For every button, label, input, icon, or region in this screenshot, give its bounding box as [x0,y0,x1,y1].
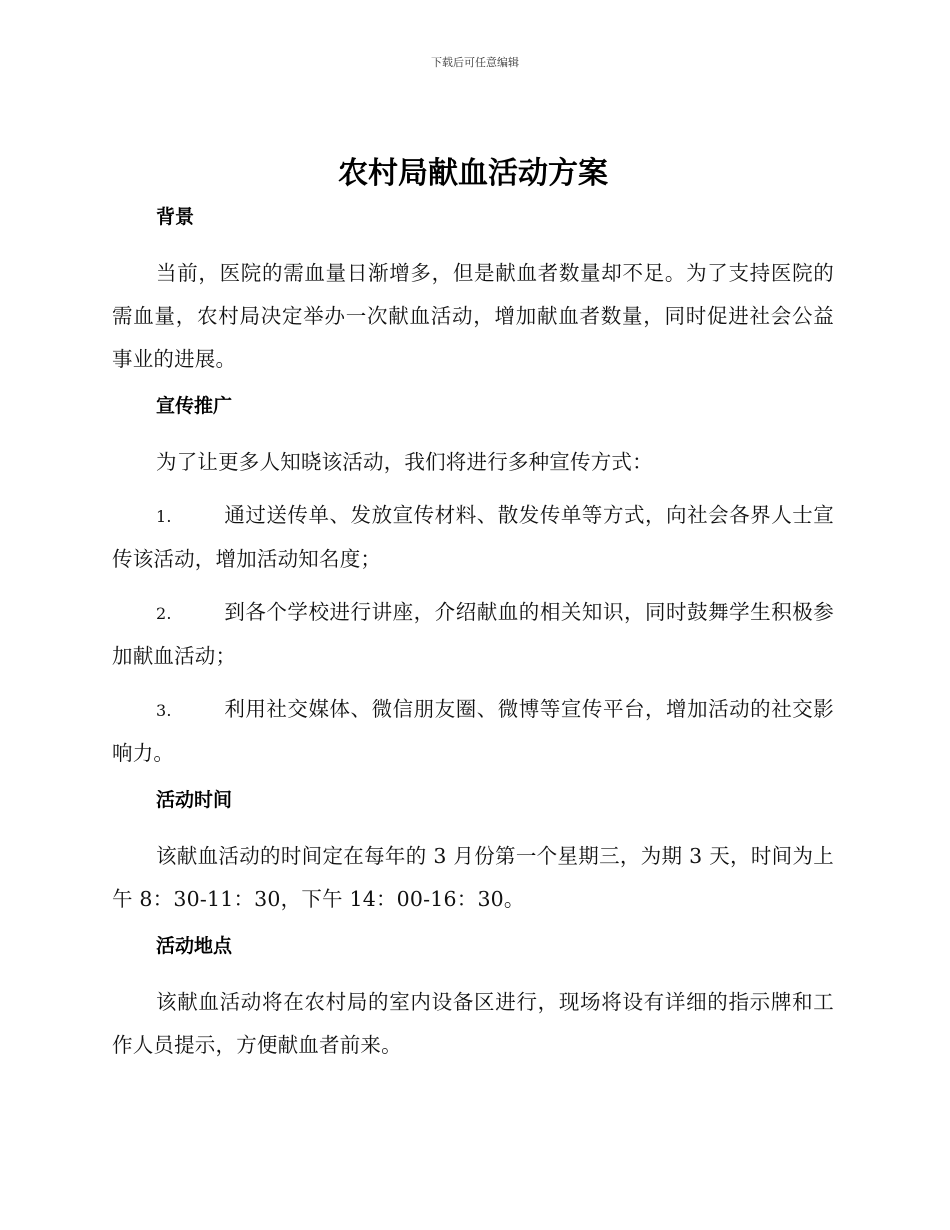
promotion-list-item [112,688,834,775]
section-heading-promotion: 宣传推广 [156,395,233,417]
promotion-list-item [112,591,834,678]
section-heading-background: 背景 [156,206,195,228]
section-background [112,202,834,381]
list-number: 2. [156,604,172,623]
background-paragraph: 当前，医院的需血量日渐增多，但是献血者数量却不足。为了支持医院的需血量，农村局决定举办一次献血活动，增加献血者数量，同时促进社会公益事业的进展。 [112,261,834,371]
promotion-list-item [112,494,834,581]
section-heading-event-location: 活动地点 [156,935,233,957]
list-item-text: 利用社交媒体、微信朋友圈、微博等宣传平台，增加活动的社交影响力。 [112,697,834,765]
list-item-text: 到各个学校进行讲座，介绍献血的相关知识，同时鼓舞学生积极参加献血活动； [112,600,834,668]
list-number: 1. [156,507,172,526]
section-promotion [112,391,834,775]
event-location-paragraph: 该献血活动将在农村局的室内设备区进行，现场将设有详细的指示牌和工作人员提示，方便献血者前来。 [112,990,834,1057]
section-event-time [112,785,834,921]
header-note: 下载后可任意编辑 [431,56,519,69]
section-event-location [112,931,834,1067]
document-title: 农村局献血活动方案 [338,156,608,191]
event-time-paragraph: 该献血活动的时间定在每年的 3 月份第一个星期三，为期 3 天，时间为上午 8：30-11：30，下午 14：00-16：30。 [112,844,834,911]
section-heading-event-time: 活动时间 [156,789,233,811]
list-item-text: 通过送传单、发放宣传材料、散发传单等方式，向社会各界人士宣传该活动，增加活动知名度； [112,503,834,571]
document-body [112,152,834,1077]
list-number: 3. [156,701,172,720]
promotion-intro: 为了让更多人知晓该活动，我们将进行多种宣传方式： [156,450,653,474]
